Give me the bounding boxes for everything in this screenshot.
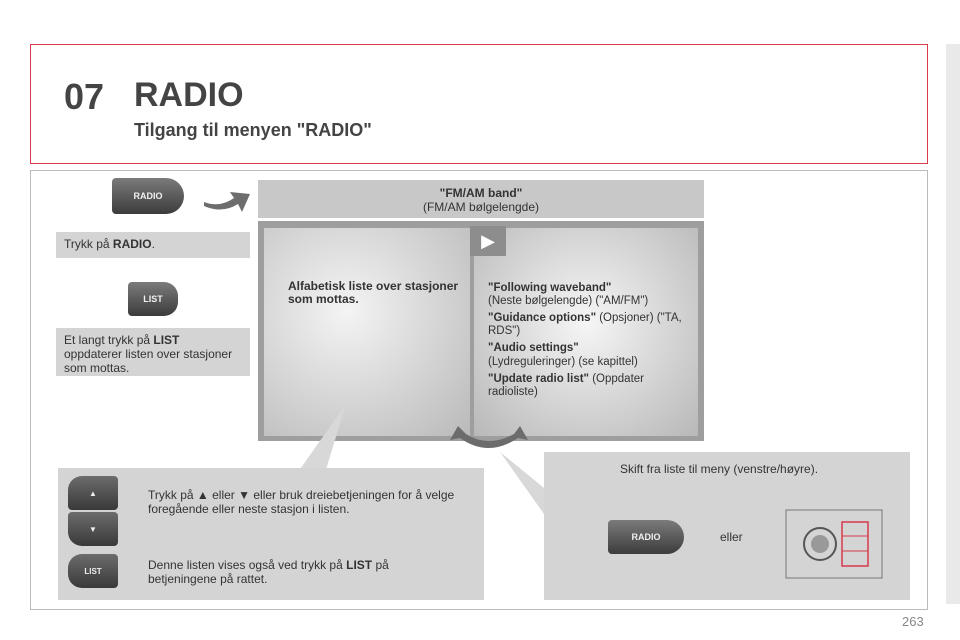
text-bold: LIST <box>346 558 373 572</box>
note-rest: oppdaterer listen over stasjoner som mottas. <box>64 346 233 375</box>
page-title: RADIO <box>134 76 244 114</box>
up-button: ▲ <box>68 476 118 510</box>
band-title: "FM/AM band" <box>439 186 523 200</box>
band-header <box>258 180 704 218</box>
note-suffix: . <box>151 237 155 251</box>
menu-item-desc: (Lydreguleringer) (se kapittel) <box>488 355 638 368</box>
list-steering-text <box>148 558 448 587</box>
menu-item-title: "Guidance options" <box>488 312 597 325</box>
or-text: eller <box>720 530 743 544</box>
note-bold: RADIO <box>112 237 152 251</box>
control-panel-drawing <box>784 508 884 580</box>
radio-menu <box>488 282 688 403</box>
side-tab <box>946 44 960 604</box>
page-number: 263 <box>902 614 924 629</box>
menu-item-audio-settings <box>488 342 688 368</box>
text-part: Trykk på <box>148 488 197 502</box>
note-text: Et langt trykk på <box>64 333 154 347</box>
note-text: Trykk på <box>64 237 113 251</box>
menu-item-title: "Following waveband" <box>488 282 612 294</box>
text-part: på betjeningene på rattet. <box>148 558 389 587</box>
press-radio-note <box>56 232 250 258</box>
down-button: ▼ <box>68 512 118 546</box>
band-subtitle: (FM/AM bølgelengde) <box>422 200 540 215</box>
menu-item-desc: (Opsjoner) ("TA, RDS") <box>488 312 682 338</box>
arrow-right-icon <box>200 182 254 214</box>
menu-item-title: "Audio settings" <box>488 342 579 355</box>
list-button: LIST <box>128 282 178 316</box>
menu-item-desc: (Oppdater radioliste) <box>488 372 644 398</box>
menu-item-following-waveband <box>488 282 688 308</box>
radio-button: RADIO <box>112 178 184 214</box>
switch-list-text: Skift fra liste til meny (venstre/høyre). <box>620 462 819 476</box>
menu-item-update-radio-list <box>488 373 688 399</box>
text-part: eller <box>208 488 239 502</box>
menu-item-guidance-options <box>488 312 688 338</box>
menu-item-desc: (Neste bølgelengde) ("AM/FM") <box>488 295 649 308</box>
text-part: Denne listen vises også ved trykk på <box>148 558 347 572</box>
chapter-number: 07 <box>64 76 105 117</box>
text-part: eller bruk dreiebetjeningen for å velge foregående eller neste stasjon i listen. <box>148 488 455 517</box>
long-press-note <box>56 328 250 376</box>
station-list-text: Alfabetisk liste over stasjoner som mottas. <box>288 279 459 307</box>
play-icon: ▶ <box>470 226 506 256</box>
down-arrow-icon: ▼ <box>238 488 251 502</box>
list-steering-button: LIST <box>68 554 118 588</box>
menu-item-title: "Update radio list" <box>488 372 590 385</box>
note-bold: LIST <box>153 333 180 347</box>
up-arrow-icon: ▲ <box>196 488 209 502</box>
radio-button-2: RADIO <box>608 520 684 554</box>
page-subtitle: Tilgang til menyen "RADIO" <box>134 120 372 140</box>
select-station-text <box>148 488 480 517</box>
